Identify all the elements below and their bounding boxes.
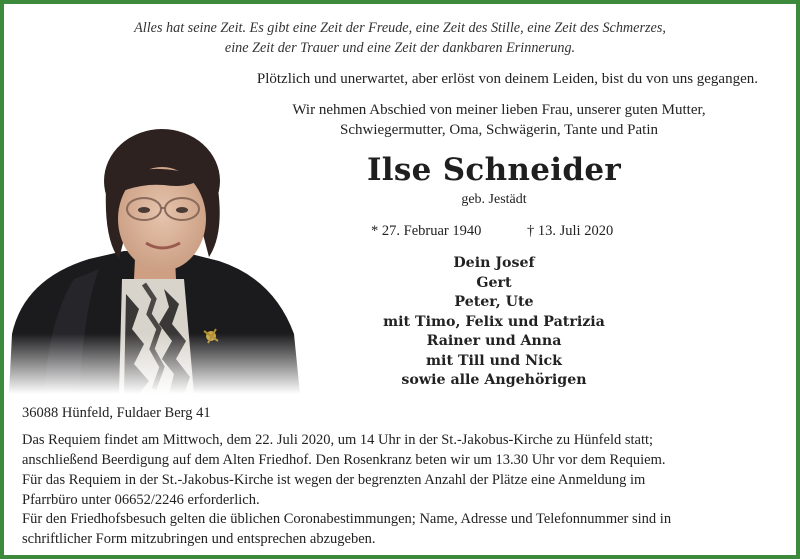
registration-line-2: Pfarrbüro unter 06652/2246 erforderlich. — [22, 491, 260, 508]
mourner-line: Dein Josef — [453, 255, 535, 271]
mourner-line: sowie alle Angehörigen — [401, 372, 587, 388]
mourner-line: mit Timo, Felix und Patrizia — [383, 313, 605, 330]
intro-text: Plötzlich und unerwartet, aber erlöst von deinem Leiden, bist du von uns gegangen. — [256, 71, 758, 87]
corona-line-1: Für den Friedhofsbesuch gelten die üblichen Coronabestimmungen; Name, Adresse und Telefonnummer sind in — [22, 511, 672, 527]
requiem-info — [22, 431, 782, 470]
portrait-image — [4, 119, 304, 394]
mourner-line: Gert — [476, 274, 512, 291]
death-date: † 13. Juli 2020 — [527, 223, 614, 239]
mourner-line: mit Till und Nick — [426, 352, 562, 369]
requiem-line-2: anschließend Beerdigung auf dem Alten Friedhof. Den Rosenkranz beten wir um 13.30 Uhr vor dem Requiem. — [22, 451, 666, 468]
portrait-photo — [4, 119, 304, 394]
farewell-line-2: Schwiegermutter, Oma, Schwägerin, Tante und Patin — [340, 122, 658, 138]
quote-line-1: Alles hat seine Zeit. Es gibt eine Zeit der Freude, eine Zeit des Stille, eine Zeit des Schmerzes, — [134, 20, 666, 36]
farewell-line-1: Wir nehmen Abschied von meiner lieben Frau, unserer guten Mutter, — [292, 102, 706, 118]
opening-quote — [4, 18, 796, 58]
corona-info — [22, 510, 782, 549]
quote-line-2: eine Zeit der Trauer und eine Zeit der dankbaren Erinnerung. — [224, 40, 576, 56]
address: 36088 Hünfeld, Fuldaer Berg 41 — [22, 405, 211, 421]
birth-date: * 27. Februar 1940 — [371, 223, 482, 239]
registration-info — [22, 471, 782, 510]
mourner-line: Peter, Ute — [454, 294, 534, 310]
corona-line-2: schriftlicher Form mitzubringen und entsprechen abzugeben. — [22, 530, 376, 547]
mourners-list — [334, 254, 654, 391]
farewell-text — [259, 100, 739, 140]
mourner-line: Rainer und Anna — [426, 333, 562, 349]
requiem-line-1: Das Requiem findet am Mittwoch, dem 22. Juli 2020, um 14 Uhr in der St.-Jakobus-Kirche zu Hünfeld statt; — [22, 432, 654, 448]
deceased-name: Ilse Schneider — [366, 152, 622, 188]
registration-line-1: Für das Requiem in der St.-Jakobus-Kirche ist wegen der begrenzten Anzahl der Plätze eine Anmeldung im — [22, 472, 646, 488]
birth-name: geb. Jestädt — [461, 192, 527, 207]
